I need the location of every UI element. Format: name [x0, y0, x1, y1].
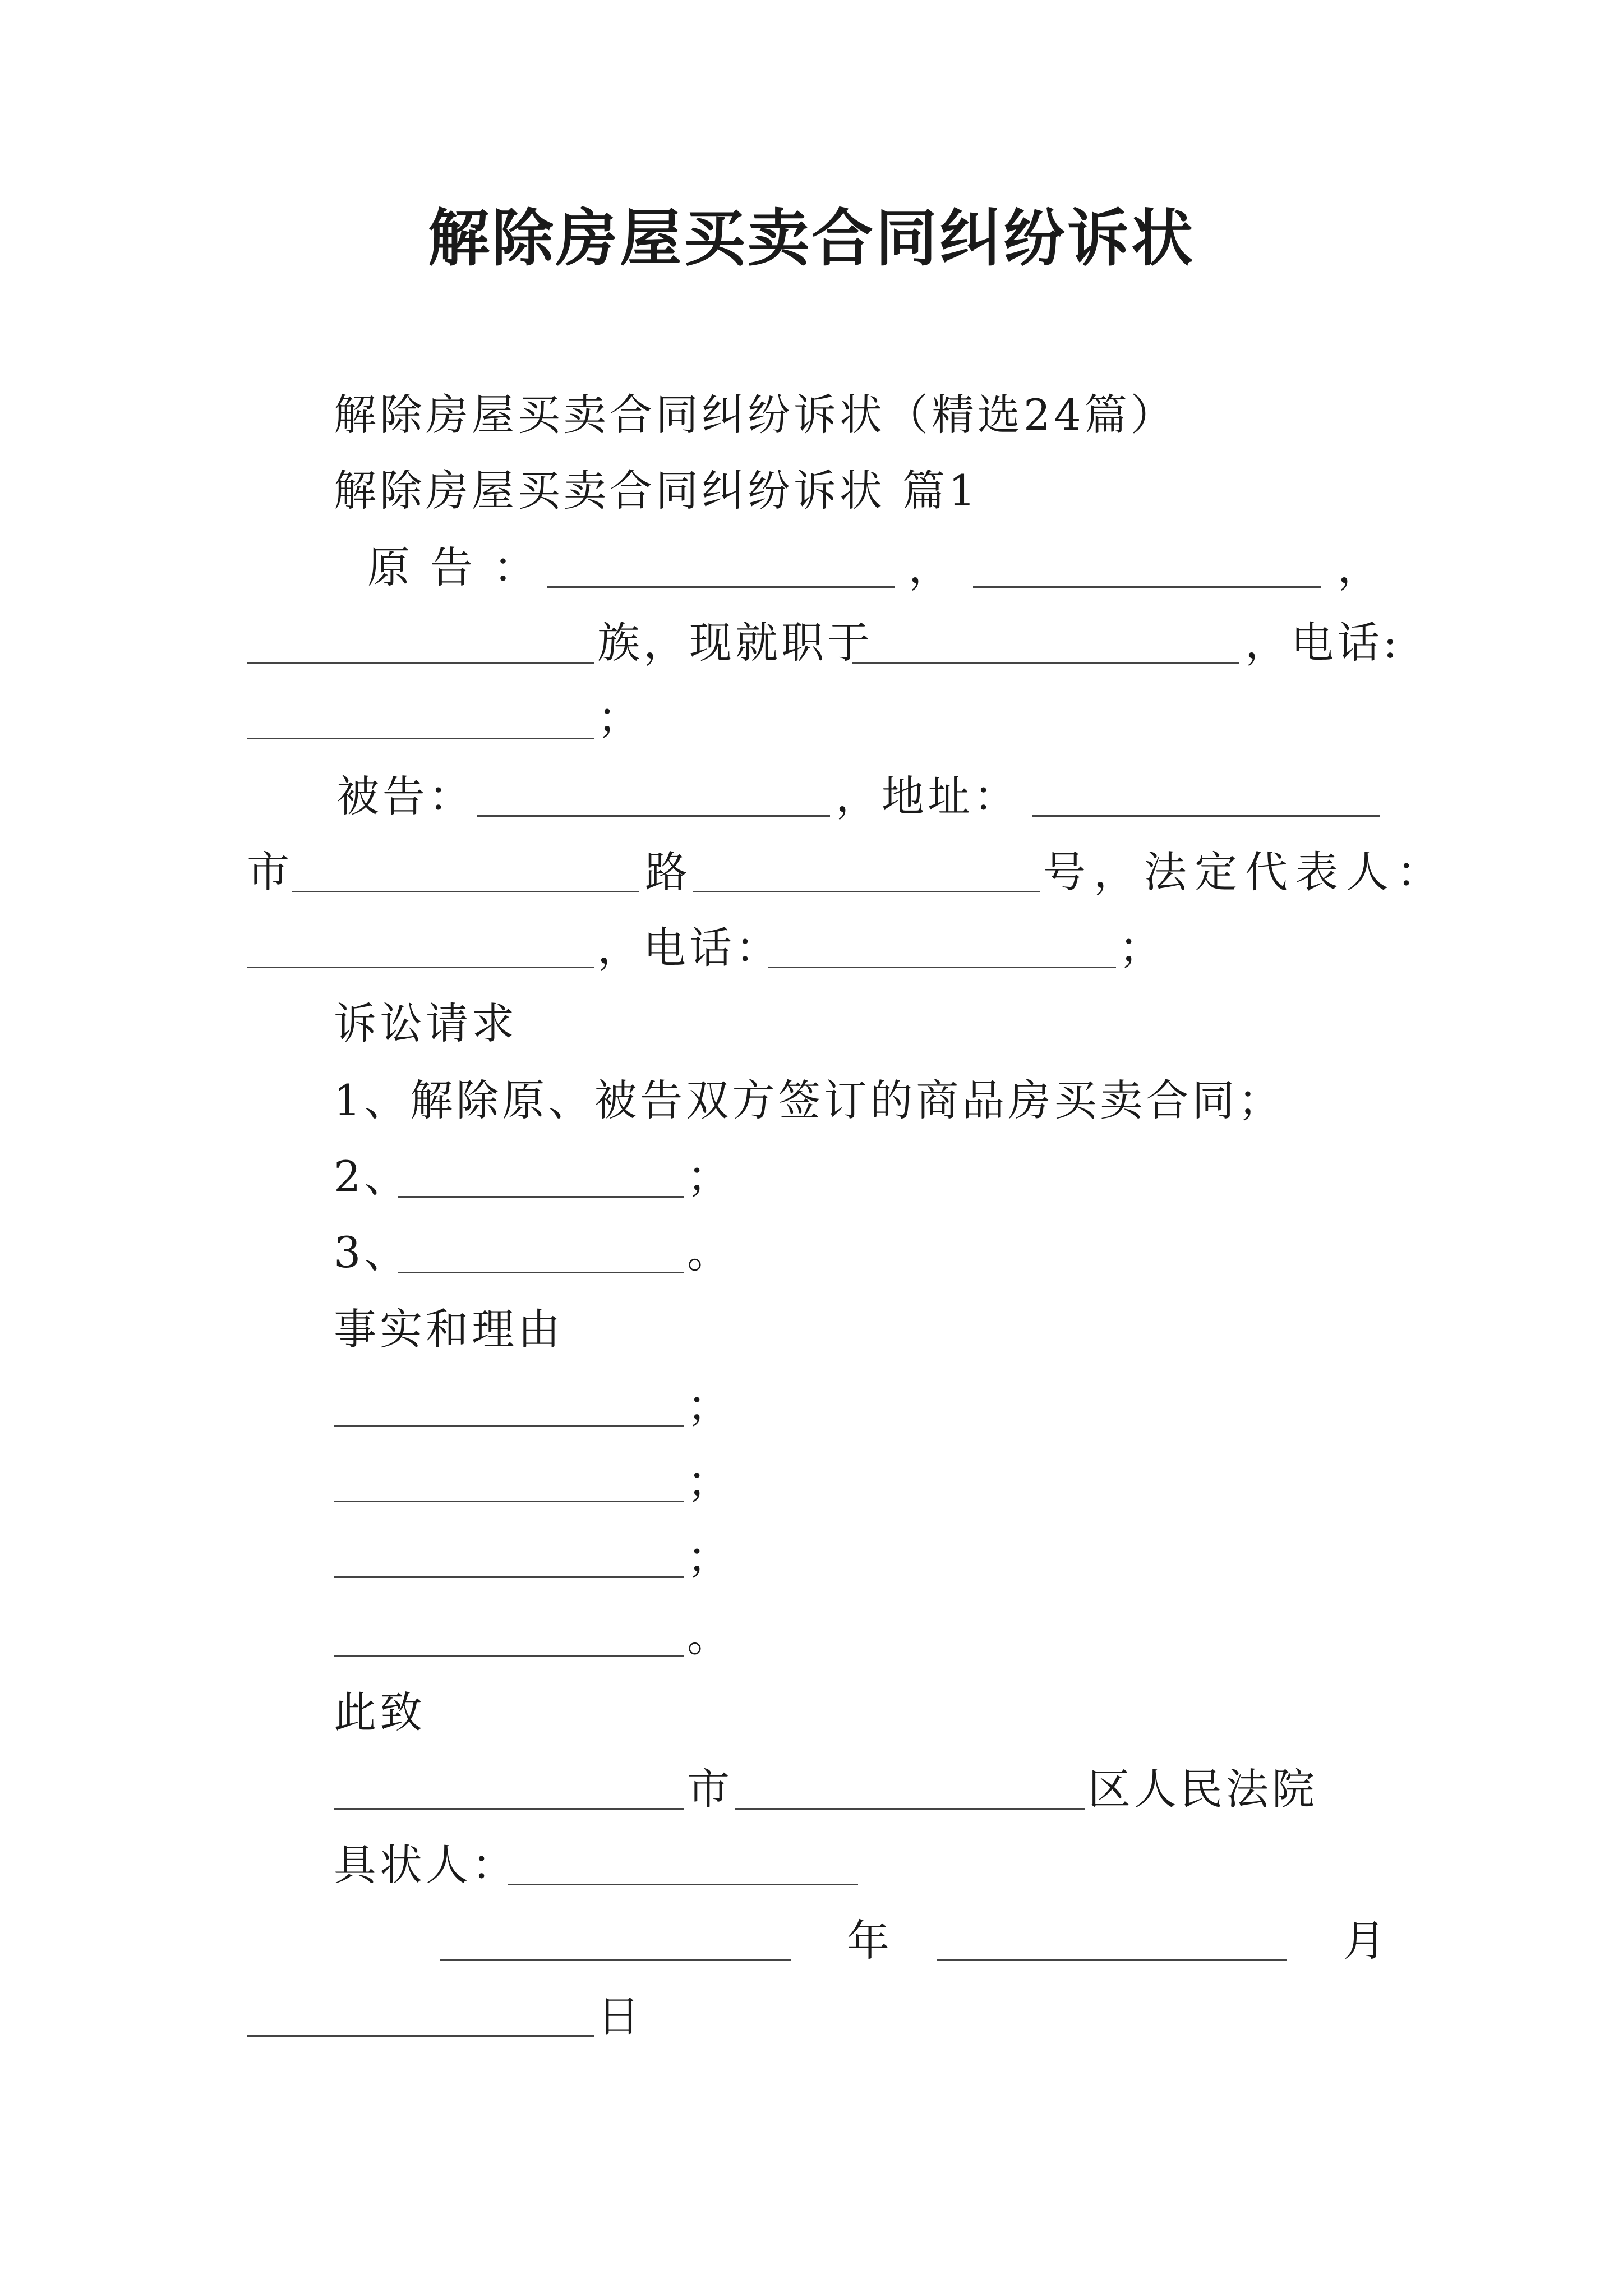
defendant-city-label: 市 — [247, 847, 293, 897]
claim-item-3-end: 。 — [687, 1227, 733, 1277]
facts-end-1: ； — [687, 1381, 733, 1431]
closing-month-blank — [937, 1920, 1287, 1961]
defendant-label: 被告： — [336, 771, 474, 821]
plaintiff-comma-1: ， — [909, 542, 955, 592]
facts-end-4: 。 — [687, 1611, 733, 1661]
closing-year-label: 年 — [847, 1916, 893, 1966]
defendant-phone-label: ，电话： — [597, 923, 781, 973]
claim-item-2-prefix: 2、 — [334, 1152, 411, 1202]
facts-blank-1 — [334, 1386, 684, 1427]
plaintiff-employer-blank — [852, 623, 1239, 664]
plaintiff-gender-blank — [973, 547, 1321, 588]
defendant-address-blank — [1032, 776, 1380, 817]
claims-heading: 诉讼请求 — [334, 999, 518, 1048]
defendant-name-blank — [477, 776, 830, 817]
plaintiff-ethnic-blank — [247, 623, 594, 664]
plaintiff-phone-blank — [247, 698, 594, 739]
closing-signer-label: 具状人： — [334, 1840, 518, 1890]
facts-heading: 事实和理由 — [334, 1304, 564, 1354]
facts-blank-3 — [334, 1537, 684, 1578]
claim-item-1: 1、解除原、被告双方签订的商品房买卖合同； — [334, 1075, 1284, 1125]
closing-day-label: 日 — [597, 1991, 643, 2041]
section-heading: 解除房屋买卖合同纠纷诉状 篇1 — [334, 466, 979, 516]
defendant-city-blank — [292, 852, 639, 892]
facts-end-3: ； — [687, 1533, 733, 1582]
claim-item-2-blank — [398, 1157, 684, 1198]
facts-blank-4 — [334, 1616, 684, 1657]
closing-district-blank — [735, 1769, 1085, 1810]
defendant-end: ； — [1119, 923, 1165, 973]
defendant-road-blank — [693, 852, 1040, 892]
defendant-phone-blank — [768, 927, 1116, 968]
facts-blank-2 — [334, 1461, 684, 1502]
page-title: 解除房屋买卖合同纠纷诉状 — [428, 202, 1195, 274]
closing-city-blank — [334, 1769, 684, 1810]
plaintiff-ethnic-text: 族，现就职于 — [597, 618, 873, 668]
closing-city-label: 市 — [687, 1764, 733, 1814]
plaintiff-end: ； — [597, 693, 643, 743]
defendant-address-label: ，地址： — [836, 771, 1020, 821]
defendant-road-label: 路 — [645, 847, 691, 897]
plaintiff-label: 原 告 ： — [367, 542, 540, 592]
subtitle: 解除房屋买卖合同纠纷诉状（精选24篇） — [334, 390, 1177, 440]
claim-item-3-prefix: 3、 — [334, 1227, 411, 1277]
claim-item-3-blank — [398, 1232, 684, 1273]
claim-item-2-end: ； — [687, 1152, 733, 1202]
closing-court-label: 区人民法院 — [1088, 1764, 1318, 1814]
closing-day-blank — [247, 1996, 594, 2037]
plaintiff-comma-2: ， — [1338, 542, 1384, 592]
closing-to: 此致 — [334, 1687, 426, 1737]
plaintiff-name-blank — [547, 547, 895, 588]
closing-month-label: 月 — [1343, 1916, 1389, 1966]
closing-year-blank — [440, 1920, 791, 1961]
closing-signer-blank — [508, 1844, 858, 1885]
facts-end-2: ； — [687, 1457, 733, 1507]
plaintiff-phone-label: ，电话: — [1245, 618, 1401, 668]
defendant-number-label: 号，法定代表人： — [1043, 847, 1447, 897]
defendant-rep-blank — [247, 927, 594, 968]
